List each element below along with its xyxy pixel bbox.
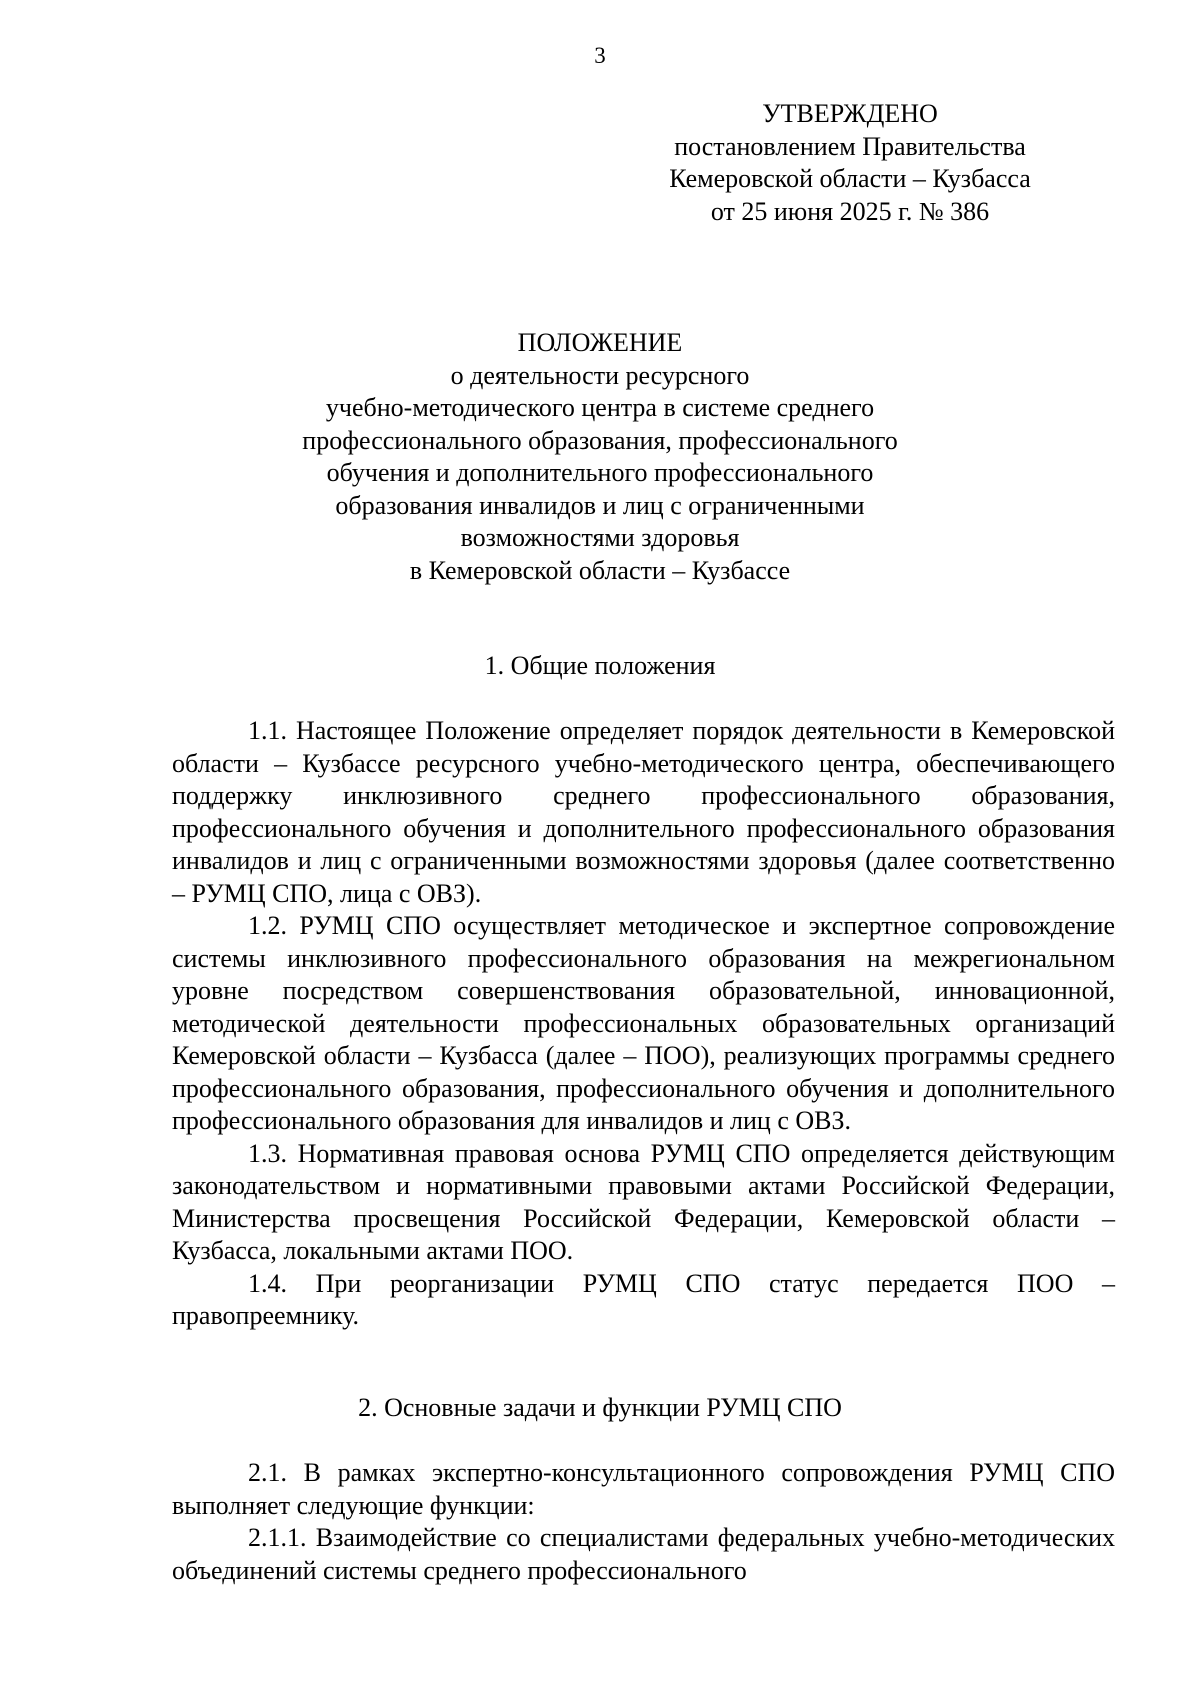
paragraph: 1.2. РУМЦ СПО осуществляет методическое и экспертное сопровождение системы инклюзивного профессионального образования на межрегиональном уровне посредством совершенствования образовательной, инновационной, методической деятельности профессиональных образовательных организаций Кемеровской области – Кузбасса (далее – ПОО), реализующих программы среднего профессионального образования, профессионального обучения и дополнительного профессионального образования для инвалидов и лиц с ОВЗ.	[172, 911, 1115, 1135]
page-number: 3	[594, 43, 606, 68]
section-heading: 1. Общие положения	[484, 651, 716, 680]
title-line: учебно-методического центра в системе среднего	[325, 393, 875, 422]
title-line: обучения и дополнительного профессионального	[326, 458, 874, 487]
section-body	[172, 715, 1115, 1333]
approval-line: Кемеровской области – Кузбасса	[669, 164, 1031, 193]
section-body	[172, 1457, 1115, 1587]
title-line: о деятельности ресурсного	[450, 360, 750, 390]
section-heading: 2. Основные задачи и функции РУМЦ СПО	[358, 1393, 842, 1422]
approval-line: УТВЕРЖДЕНО	[762, 99, 938, 128]
title-line: ПОЛОЖЕНИЕ	[517, 328, 683, 357]
paragraph: 2.1. В рамках экспертно-консультационного сопровождения РУМЦ СПО выполняет следующие функции:	[172, 1458, 1115, 1520]
title-line: в Кемеровской области – Кузбассе	[409, 555, 791, 585]
document-title	[240, 327, 960, 587]
title-line: образования инвалидов и лиц с ограниченными	[335, 490, 865, 520]
title-line: профессионального образования, профессионального	[302, 425, 898, 455]
approval-stamp	[640, 98, 1060, 228]
approval-line: от 25 июня 2025 г. № 386	[710, 196, 990, 226]
approval-line: постановлением Правительства	[674, 131, 1026, 161]
paragraph: 2.1.1. Взаимодействие со специалистами федеральных учебно-методических объединений системы среднего профессионального	[172, 1523, 1115, 1585]
paragraph: 1.1. Настоящее Положение определяет порядок деятельности в Кемеровской области – Кузбассе ресурсного учебно-методического центра, обеспечивающего поддержку инклюзивного среднего профессионального образования, профессионального обучения и дополнительного профессионального образования инвалидов и лиц с ограниченными возможностями здоровья (далее соответственно – РУМЦ СПО, лица с ОВЗ).	[172, 716, 1115, 908]
paragraph: 1.3. Нормативная правовая основа РУМЦ СПО определяется действующим законодательством и нормативными правовыми актами Российской Федерации, Министерства просвещения Российской Федерации, Кемеровской области – Кузбасса, локальными актами ПОО.	[172, 1138, 1115, 1265]
title-line: возможностями здоровья	[460, 523, 740, 552]
paragraph: 1.4. При реорганизации РУМЦ СПО статус передается ПОО – правопреемнику.	[172, 1268, 1115, 1330]
